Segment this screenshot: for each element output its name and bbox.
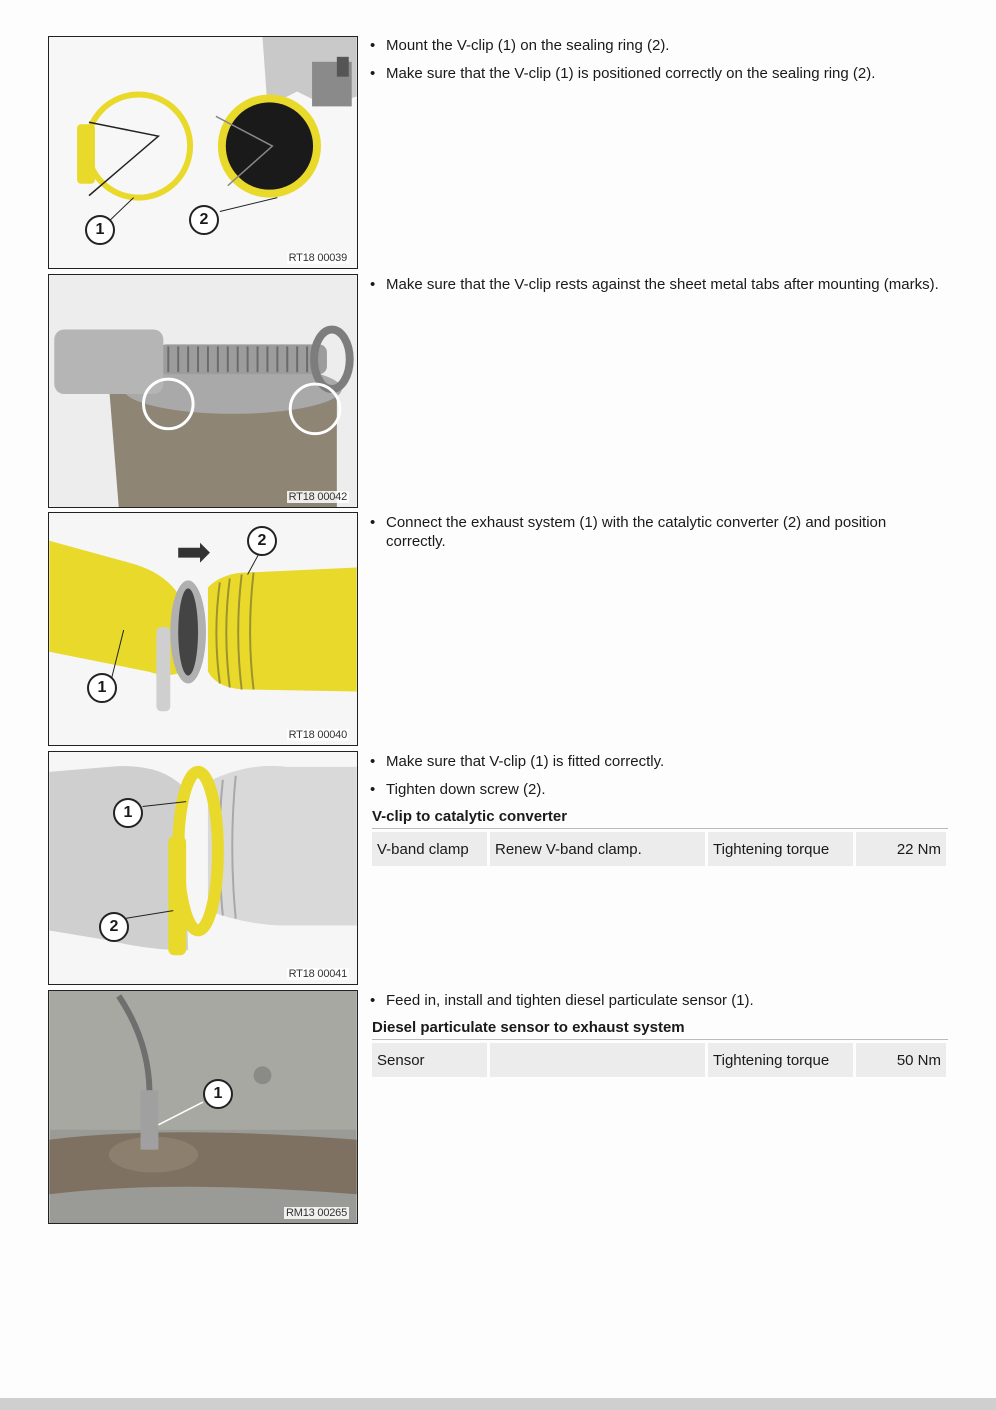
figure-id: RT18 00040	[288, 729, 347, 741]
spec-component: Sensor	[372, 1043, 487, 1077]
table-row	[372, 832, 946, 866]
step-1-text	[370, 36, 950, 92]
torque-spec-table	[369, 832, 949, 866]
spec-title: Diesel particulate sensor to exhaust system	[372, 1019, 948, 1040]
connect-exhaust-illustration	[49, 513, 357, 745]
callout-1: 1	[203, 1079, 233, 1109]
figure-id: RT18 00041	[288, 968, 347, 980]
spec-value: 50 Nm	[856, 1043, 946, 1077]
spec-note: Renew V-band clamp.	[490, 832, 705, 866]
callout-1: 1	[113, 798, 143, 828]
figure-id: RT18 00042	[288, 491, 347, 503]
figure-connect-exhaust	[48, 512, 358, 746]
spec-note	[490, 1043, 705, 1077]
figure-vclip-tabs	[48, 274, 358, 508]
instruction: • Tighten down screw (2).	[370, 780, 950, 799]
callout-2: 2	[247, 526, 277, 556]
spec-label: Tightening torque	[708, 1043, 853, 1077]
callout-1: 1	[87, 673, 117, 703]
spec-component: V-band clamp	[372, 832, 487, 866]
figure-particulate-sensor	[48, 990, 358, 1224]
step-3-text	[370, 513, 950, 560]
vclip-tabs-photo	[49, 275, 357, 507]
instruction: • Make sure that V-clip (1) is fitted correctly.	[370, 752, 950, 771]
callout-1: 1	[85, 215, 115, 245]
torque-spec-table	[369, 1043, 949, 1077]
instruction: • Mount the V-clip (1) on the sealing ring (2).	[370, 36, 950, 55]
spec-value: 22 Nm	[856, 832, 946, 866]
instruction: • Make sure that the V-clip (1) is positioned correctly on the sealing ring (2).	[370, 64, 950, 83]
particulate-sensor-photo	[49, 991, 357, 1223]
instruction: • Connect the exhaust system (1) with the catalytic converter (2) and position correctly.	[370, 513, 950, 551]
figure-id: RT18 00039	[288, 252, 347, 264]
figure-id: RM13 00265	[286, 1207, 347, 1219]
instruction: • Make sure that the V-clip rests against the sheet metal tabs after mounting (marks).	[370, 275, 950, 294]
vclip-fitted-illustration	[49, 752, 357, 984]
table-row	[372, 1043, 946, 1077]
spec-title: V-clip to catalytic converter	[372, 808, 948, 829]
spec-label: Tightening torque	[708, 832, 853, 866]
bottom-scrollbar[interactable]	[0, 1398, 996, 1410]
figure-vclip-sealing-ring	[48, 36, 358, 269]
step-4-text	[370, 752, 950, 866]
step-2-text	[370, 275, 950, 303]
instruction: • Feed in, install and tighten diesel particulate sensor (1).	[370, 991, 950, 1010]
callout-2: 2	[99, 912, 129, 942]
step-5-text	[370, 991, 950, 1077]
figure-vclip-fitted	[48, 751, 358, 985]
callout-2: 2	[189, 205, 219, 235]
